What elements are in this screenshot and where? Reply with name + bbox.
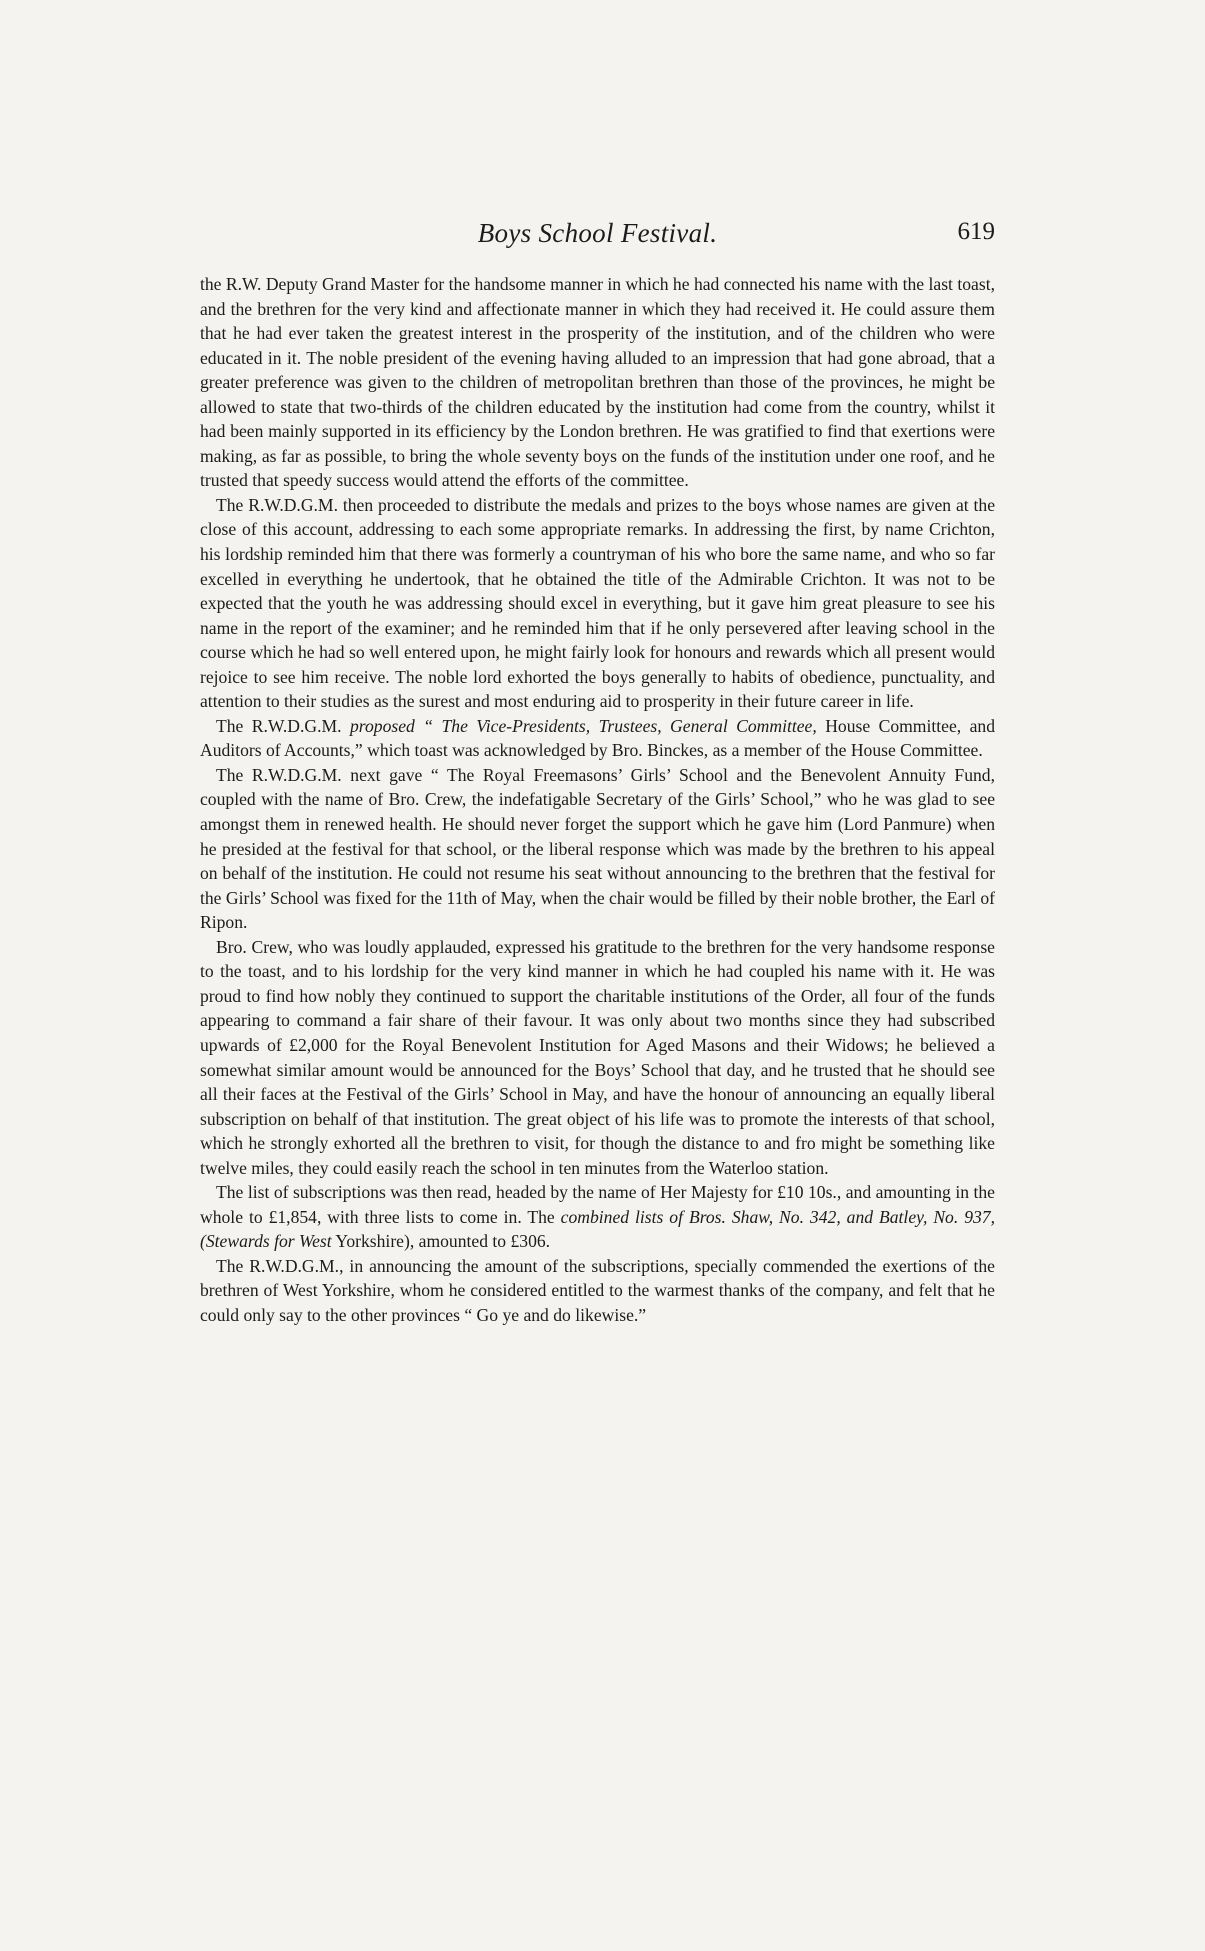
paragraph-3-start: The R.W.D.G.M. [216,715,350,736]
article-body [200,272,995,1328]
page-header [200,218,995,258]
paragraph-6 [200,1180,995,1254]
paragraph-3-end: House Committee, and Auditors of Accounts,” which toast was acknowledged by Bro. Binckes, as a member of the House Committee. [200,715,996,761]
paragraph-6-start: The list of subscriptions was then read, headed by the name of Her Majesty for £10 10s., and amounting in the whole to £1,854, with three lists to come in. The [200,1182,995,1227]
paragraph-7: The R.W.D.G.M., in announcing the amount of the subscriptions, specially commended the exertions of the brethren of West Yorkshire, whom he considered entitled to the warmest thanks of the company, and felt that he could only say to the other provinces “ Go ye and do likewise.” [200,1255,995,1325]
paragraph-6-end: Yorkshire), amounted to £306. [331,1231,551,1252]
paragraph-3-italic: proposed “ The Vice-Presidents, Trustees, General Committee, [350,715,817,736]
running-title: Boys School Festival. [477,218,718,248]
paragraph-1: the R.W. Deputy Grand Master for the handsome manner in which he had connected his name with the last toast, and the brethren for the very kind and affectionate manner in which they had received it. He could assure them that he had ever taken the greatest interest in the prosperity of the institution, and of the children who were educated in it. The noble president of the evening having alluded to an impression that had gone abroad, that a greater preference was given to the children of metropolitan brethren than those of the provinces, he might be allowed to state that two-thirds of the children educated by the institution had come from the country, whilst it had been mainly supported in its efficiency by the London brethren. He was gratified to find that exertions were making, as far as possible, to bring the whole seventy boys on the funds of the institution under one roof, and he trusted that speedy success would attend the efforts of the committee. [200,274,995,491]
paragraph-5: Bro. Crew, who was loudly applauded, expressed his gratitude to the brethren for the very handsome response to the toast, and to his lordship for the very kind manner in which he had coupled his name with it. He was proud to find how nobly they continued to support the charitable institutions of the Order, all four of the funds appearing to command a fair share of their favour. It was only about two months since they had subscribed upwards of £2,000 for the Royal Benevolent Institution for Aged Masons and their Widows; he believed a somewhat similar amount would be announced for the Boys’ School that day, and he trusted that he should see all their faces at the Festival of the Girls’ School in May, and have the honour of announcing an equally liberal subscription on behalf of that institution. The great object of his life was to promote the interests of that school, which he strongly exhorted all the brethren to visit, for though the distance to and fro might be something like twelve miles, they could easily reach the school in ten minutes from the Waterloo station. [200,936,995,1178]
paragraph-2: The R.W.D.G.M. then proceeded to distribute the medals and prizes to the boys whose names are given at the close of this account, addressing to each some appropriate remarks. In addressing the first, by name Crichton, his lordship reminded him that there was formerly a countryman of his who bore the same name, and who so far excelled in everything he undertook, that he obtained the title of the Admirable Crichton. It was not to be expected that the youth he was addressing should excel in everything, but it gave him great pleasure to see his name in the report of the examiner; and he reminded him that if he only persevered after leaving school in the course which he had so well entered upon, he might fairly look for honours and rewards which all present would rejoice to see him receive. The noble lord exhorted the boys generally to habits of obedience, punctuality, and attention to their studies as the surest and most enduring aid to prosperity in their future career in life. [200,494,995,712]
page-number: 619 [957,218,995,245]
paragraph-3 [200,714,995,763]
paragraph-6-italic: combined lists of Bros. Shaw, No. 342, and Batley, No. 937, (Stewards for West [200,1206,995,1252]
paragraph-4: The R.W.D.G.M. next gave “ The Royal Freemasons’ Girls’ School and the Benevolent Annuity Fund, coupled with the name of Bro. Crew, the indefatigable Secretary of the Girls’ School,” who he was glad to see amongst them in renewed health. He should never forget the support which he gave him (Lord Panmure) when he presided at the festival for that school, or the liberal response which was made by the brethren to his appeal on behalf of the institution. He could not resume his seat without announcing to the brethren that the festival for the Girls’ School was fixed for the 11th of May, when the chair would be filled by their noble brother, the Earl of Ripon. [200,764,995,933]
